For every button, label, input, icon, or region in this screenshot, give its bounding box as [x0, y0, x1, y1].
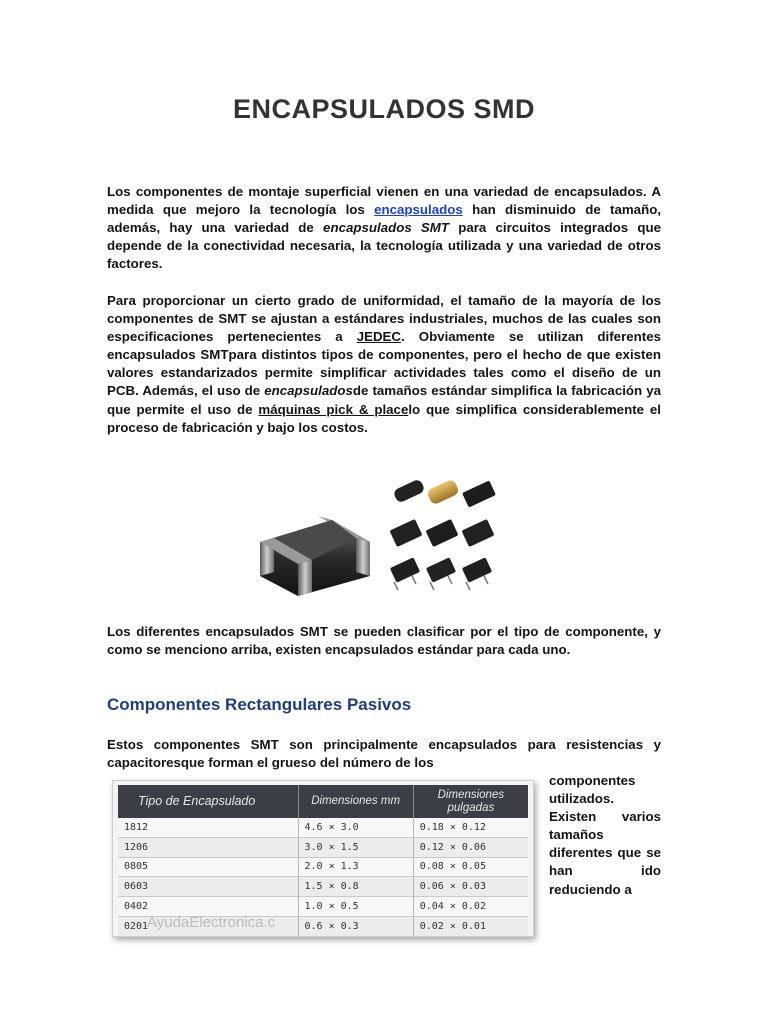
page-title: ENCAPSULADOS SMD: [232, 94, 536, 124]
header-inches: Dimensiones pulgadas: [413, 785, 528, 818]
italic-text: encapsulados SMT: [323, 220, 450, 236]
table-cell: 0.18 × 0.12: [413, 818, 528, 837]
table-cell: 0.06 × 0.03: [413, 877, 528, 897]
smd-components-image: [252, 472, 528, 602]
table-cell: 0.6 × 0.3: [298, 916, 413, 936]
encapsulados-link[interactable]: encapsulados: [374, 202, 463, 218]
text-span: . Obviamente se utilizan diferentes encapsulados SMTpara distintos tipos de componentes, pero el hecho de que existen valores estandarizados permite simplificar actividades tales como el diseño de un PCB. Además, el uso de: [107, 329, 661, 399]
table-cell: 0603: [118, 877, 298, 897]
table-cell: 0.08 × 0.05: [413, 857, 528, 877]
table-cell: 2.0 × 1.3: [298, 857, 413, 877]
table-cell: 4.6 × 3.0: [298, 818, 413, 837]
table-cell: 0.02 × 0.01: [413, 916, 528, 936]
table-cell: 0.04 × 0.02: [413, 897, 528, 917]
smd-packages-icon: [390, 478, 496, 590]
table-cell: 3.0 × 1.5: [298, 837, 413, 857]
table-cell: 0402: [118, 897, 298, 917]
table-cell: 0201: [118, 916, 298, 936]
header-package-type: Tipo de Encapsulado: [118, 785, 298, 818]
table-row: [118, 877, 528, 897]
text-span: Los componentes de montaje superficial vienen en una variedad de encapsulados. A medida que mejoro la tecnología los: [107, 184, 661, 218]
table-cell: 0805: [118, 857, 298, 877]
table-cell: 1.0 × 0.5: [298, 897, 413, 917]
table-cell: 1206: [118, 837, 298, 857]
intro-paragraph: [107, 183, 661, 273]
table-cell: 0.12 × 0.06: [413, 837, 528, 857]
table-header-row: [118, 785, 528, 818]
table-row: [118, 857, 528, 877]
section-heading: Componentes Rectangulares Pasivos: [107, 695, 412, 714]
text-span: para circuitos integrados que depende de la conectividad necesaria, la tecnología utilizada y una variedad de otros factores.: [107, 220, 661, 272]
text-span: Para proporcionar un cierto grado de uniformidad, el tamaño de la mayoría de los componentes de SMT se ajustan a estándares industriales, muchos de las cuales son especificaciones pertenecientes a: [107, 293, 661, 345]
classification-paragraph: Los diferentes encapsulados SMT se pueden clasificar por el tipo de componente, y como se menciono arriba, existen encapsulados estándar para cada uno.: [107, 624, 661, 658]
jedec-link[interactable]: JEDEC: [356, 329, 402, 345]
passive-components-continuation: componentes utilizados. Existen varios tamaños diferentes que se han ido reduciendo a: [549, 773, 661, 897]
italic-text: encapsulados: [264, 383, 353, 399]
text-span: han disminuido de tamaño, además, hay una variedad de: [107, 202, 662, 236]
text-span: de tamaños estándar simplifica la fabricación ya que permite el uso de: [107, 383, 661, 417]
header-mm: Dimensiones mm: [298, 785, 413, 818]
text-span: lo que simplifica considerablemente el proceso de fabricación y bajo los costos.: [107, 401, 662, 435]
chip-resistor-icon: [260, 516, 370, 596]
passive-components-paragraph: Estos componentes SMT son principalmente encapsulados para resistencias y capacitoresque forman el grueso del número de los: [107, 737, 661, 771]
watermark: AyudaElectronica.c: [147, 914, 276, 931]
table-cell: 1.5 × 0.8: [298, 877, 413, 897]
table-cell: 1812: [118, 818, 298, 837]
table-row: [118, 837, 528, 857]
table-row: [118, 818, 528, 837]
pick-place-link[interactable]: máquinas pick & place: [258, 401, 409, 417]
package-sizes-table-image: [112, 780, 534, 937]
uniformity-paragraph: [107, 292, 661, 437]
